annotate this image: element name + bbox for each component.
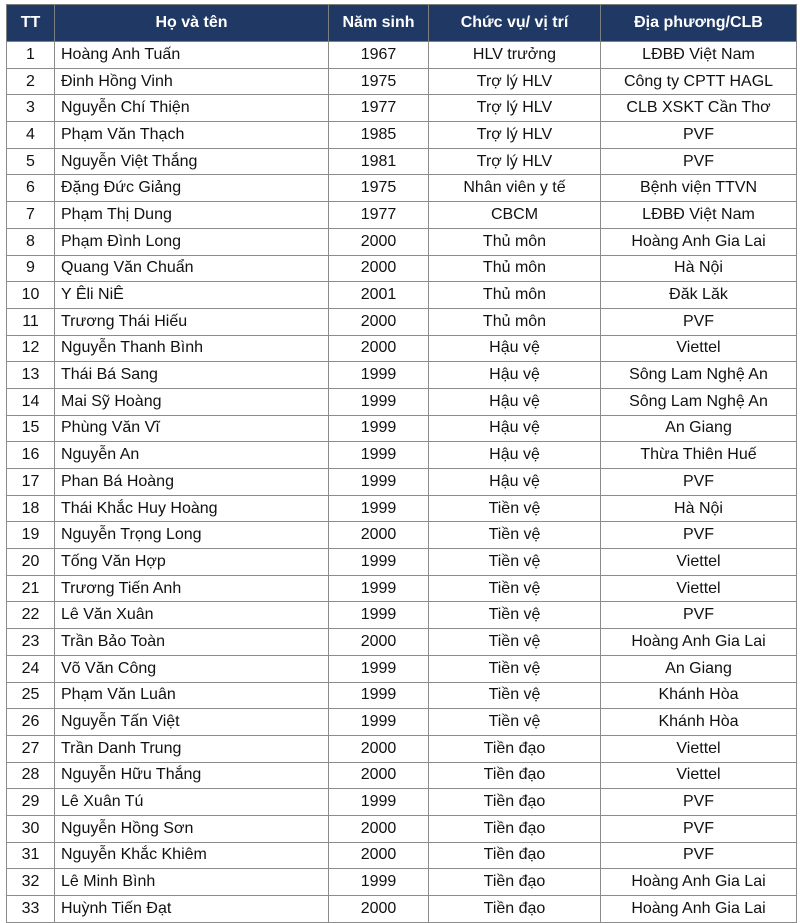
cell-name: Đinh Hồng Vinh	[55, 68, 329, 95]
cell-club: PVF	[601, 602, 797, 629]
cell-club: PVF	[601, 469, 797, 496]
table-row	[7, 522, 797, 549]
cell-club: Hoàng Anh Gia Lai	[601, 228, 797, 255]
cell-tt: 27	[7, 735, 55, 762]
cell-position: Thủ môn	[429, 228, 601, 255]
cell-club: PVF	[601, 148, 797, 175]
cell-birth-year: 1975	[329, 68, 429, 95]
table-row	[7, 602, 797, 629]
cell-club: Khánh Hòa	[601, 682, 797, 709]
cell-name: Nguyễn Khắc Khiêm	[55, 842, 329, 869]
cell-name: Phạm Thị Dung	[55, 202, 329, 229]
cell-birth-year: 1999	[329, 789, 429, 816]
table-row	[7, 228, 797, 255]
cell-birth-year: 1999	[329, 869, 429, 896]
cell-name: Trần Danh Trung	[55, 735, 329, 762]
cell-position: Tiền đạo	[429, 735, 601, 762]
cell-position: Tiền vệ	[429, 495, 601, 522]
cell-tt: 24	[7, 655, 55, 682]
cell-position: Hậu vệ	[429, 442, 601, 469]
cell-tt: 33	[7, 896, 55, 923]
cell-name: Võ Văn Công	[55, 655, 329, 682]
cell-position: Tiền đạo	[429, 789, 601, 816]
cell-tt: 6	[7, 175, 55, 202]
cell-club: PVF	[601, 789, 797, 816]
cell-birth-year: 1999	[329, 575, 429, 602]
table-row	[7, 469, 797, 496]
cell-position: Tiền đạo	[429, 842, 601, 869]
cell-tt: 20	[7, 549, 55, 576]
cell-club: PVF	[601, 522, 797, 549]
table-row	[7, 335, 797, 362]
table-header	[7, 5, 797, 42]
table-row	[7, 42, 797, 69]
roster-table-container	[6, 4, 797, 923]
cell-club: Sông Lam Nghệ An	[601, 388, 797, 415]
cell-birth-year: 2000	[329, 308, 429, 335]
cell-name: Phan Bá Hoàng	[55, 469, 329, 496]
table-row	[7, 308, 797, 335]
cell-position: Trợ lý HLV	[429, 95, 601, 122]
cell-tt: 1	[7, 42, 55, 69]
header-name: Họ và tên	[55, 5, 329, 42]
table-row	[7, 68, 797, 95]
cell-position: Tiền vệ	[429, 575, 601, 602]
cell-name: Nguyễn An	[55, 442, 329, 469]
cell-club: Viettel	[601, 335, 797, 362]
cell-name: Thái Khắc Huy Hoàng	[55, 495, 329, 522]
header-position: Chức vụ/ vị trí	[429, 5, 601, 42]
cell-club: LĐBĐ Việt Nam	[601, 202, 797, 229]
cell-position: Nhân viên y tế	[429, 175, 601, 202]
cell-birth-year: 1977	[329, 202, 429, 229]
table-row	[7, 789, 797, 816]
roster-table	[6, 4, 797, 923]
cell-tt: 5	[7, 148, 55, 175]
cell-club: Viettel	[601, 762, 797, 789]
cell-birth-year: 1999	[329, 655, 429, 682]
cell-tt: 12	[7, 335, 55, 362]
header-tt: TT	[7, 5, 55, 42]
cell-position: Thủ môn	[429, 308, 601, 335]
cell-name: Phạm Văn Luân	[55, 682, 329, 709]
table-row	[7, 709, 797, 736]
table-row	[7, 896, 797, 923]
table-row	[7, 682, 797, 709]
table-row	[7, 442, 797, 469]
cell-club: Đăk Lăk	[601, 282, 797, 309]
header-row	[7, 5, 797, 42]
cell-club: Hoàng Anh Gia Lai	[601, 629, 797, 656]
table-row	[7, 549, 797, 576]
cell-birth-year: 1999	[329, 602, 429, 629]
table-row	[7, 95, 797, 122]
cell-name: Y Êli NiÊ	[55, 282, 329, 309]
cell-birth-year: 2001	[329, 282, 429, 309]
cell-tt: 2	[7, 68, 55, 95]
cell-birth-year: 1999	[329, 442, 429, 469]
cell-birth-year: 1999	[329, 415, 429, 442]
cell-position: Trợ lý HLV	[429, 148, 601, 175]
cell-birth-year: 2000	[329, 255, 429, 282]
cell-birth-year: 1967	[329, 42, 429, 69]
cell-birth-year: 1981	[329, 148, 429, 175]
cell-club: Công ty CPTT HAGL	[601, 68, 797, 95]
cell-tt: 32	[7, 869, 55, 896]
cell-birth-year: 2000	[329, 335, 429, 362]
cell-position: Hậu vệ	[429, 469, 601, 496]
cell-position: Tiền vệ	[429, 709, 601, 736]
cell-birth-year: 2000	[329, 842, 429, 869]
cell-name: Nguyễn Việt Thắng	[55, 148, 329, 175]
cell-position: Tiền vệ	[429, 522, 601, 549]
cell-club: PVF	[601, 842, 797, 869]
table-body	[7, 42, 797, 923]
cell-birth-year: 1985	[329, 122, 429, 149]
table-row	[7, 175, 797, 202]
cell-tt: 28	[7, 762, 55, 789]
cell-tt: 4	[7, 122, 55, 149]
cell-club: Khánh Hòa	[601, 709, 797, 736]
cell-position: CBCM	[429, 202, 601, 229]
table-row	[7, 495, 797, 522]
table-row	[7, 869, 797, 896]
table-row	[7, 575, 797, 602]
cell-name: Lê Minh Bình	[55, 869, 329, 896]
cell-position: Tiền đạo	[429, 896, 601, 923]
cell-tt: 14	[7, 388, 55, 415]
cell-tt: 15	[7, 415, 55, 442]
cell-club: PVF	[601, 815, 797, 842]
cell-tt: 16	[7, 442, 55, 469]
cell-tt: 11	[7, 308, 55, 335]
cell-name: Nguyễn Hồng Sơn	[55, 815, 329, 842]
header-club: Địa phương/CLB	[601, 5, 797, 42]
cell-name: Huỳnh Tiến Đạt	[55, 896, 329, 923]
cell-club: Thừa Thiên Huế	[601, 442, 797, 469]
cell-birth-year: 1999	[329, 362, 429, 389]
cell-tt: 8	[7, 228, 55, 255]
cell-position: Hậu vệ	[429, 335, 601, 362]
cell-tt: 29	[7, 789, 55, 816]
cell-position: Tiền vệ	[429, 629, 601, 656]
cell-position: Hậu vệ	[429, 362, 601, 389]
table-row	[7, 735, 797, 762]
table-row	[7, 202, 797, 229]
cell-club: CLB XSKT Cần Thơ	[601, 95, 797, 122]
cell-name: Thái Bá Sang	[55, 362, 329, 389]
cell-birth-year: 1975	[329, 175, 429, 202]
cell-position: Tiền vệ	[429, 682, 601, 709]
cell-name: Nguyễn Tấn Việt	[55, 709, 329, 736]
table-row	[7, 842, 797, 869]
cell-birth-year: 1999	[329, 709, 429, 736]
table-row	[7, 255, 797, 282]
cell-birth-year: 2000	[329, 629, 429, 656]
cell-name: Mai Sỹ Hoàng	[55, 388, 329, 415]
cell-position: Tiền vệ	[429, 549, 601, 576]
cell-club: Viettel	[601, 549, 797, 576]
cell-club: Viettel	[601, 735, 797, 762]
cell-position: Tiền đạo	[429, 869, 601, 896]
cell-club: Hà Nội	[601, 255, 797, 282]
cell-tt: 7	[7, 202, 55, 229]
cell-name: Quang Văn Chuẩn	[55, 255, 329, 282]
cell-club: An Giang	[601, 415, 797, 442]
cell-tt: 31	[7, 842, 55, 869]
cell-name: Trần Bảo Toàn	[55, 629, 329, 656]
cell-name: Nguyễn Thanh Bình	[55, 335, 329, 362]
cell-name: Nguyễn Trọng Long	[55, 522, 329, 549]
cell-birth-year: 1999	[329, 388, 429, 415]
cell-tt: 19	[7, 522, 55, 549]
cell-tt: 22	[7, 602, 55, 629]
cell-name: Lê Xuân Tú	[55, 789, 329, 816]
cell-club: Sông Lam Nghệ An	[601, 362, 797, 389]
cell-tt: 30	[7, 815, 55, 842]
cell-tt: 18	[7, 495, 55, 522]
cell-position: Hậu vệ	[429, 388, 601, 415]
cell-name: Trương Thái Hiếu	[55, 308, 329, 335]
table-row	[7, 122, 797, 149]
table-row	[7, 629, 797, 656]
cell-name: Hoàng Anh Tuấn	[55, 42, 329, 69]
table-row	[7, 655, 797, 682]
cell-birth-year: 1999	[329, 469, 429, 496]
cell-position: Tiền vệ	[429, 655, 601, 682]
cell-position: Thủ môn	[429, 282, 601, 309]
cell-position: Hậu vệ	[429, 415, 601, 442]
cell-club: An Giang	[601, 655, 797, 682]
table-row	[7, 815, 797, 842]
cell-position: Thủ môn	[429, 255, 601, 282]
cell-birth-year: 2000	[329, 896, 429, 923]
cell-position: HLV trưởng	[429, 42, 601, 69]
cell-birth-year: 2000	[329, 762, 429, 789]
cell-tt: 9	[7, 255, 55, 282]
cell-tt: 21	[7, 575, 55, 602]
cell-tt: 10	[7, 282, 55, 309]
cell-tt: 26	[7, 709, 55, 736]
cell-birth-year: 2000	[329, 228, 429, 255]
cell-name: Trương Tiến Anh	[55, 575, 329, 602]
cell-position: Trợ lý HLV	[429, 68, 601, 95]
cell-club: PVF	[601, 122, 797, 149]
cell-name: Lê Văn Xuân	[55, 602, 329, 629]
table-row	[7, 415, 797, 442]
cell-birth-year: 2000	[329, 735, 429, 762]
cell-name: Phùng Văn Vĩ	[55, 415, 329, 442]
table-row	[7, 362, 797, 389]
cell-birth-year: 2000	[329, 815, 429, 842]
cell-name: Đặng Đức Giảng	[55, 175, 329, 202]
header-birth-year: Năm sinh	[329, 5, 429, 42]
cell-position: Tiền vệ	[429, 602, 601, 629]
table-row	[7, 388, 797, 415]
cell-club: Hoàng Anh Gia Lai	[601, 869, 797, 896]
cell-tt: 25	[7, 682, 55, 709]
cell-club: LĐBĐ Việt Nam	[601, 42, 797, 69]
cell-name: Nguyễn Hữu Thắng	[55, 762, 329, 789]
cell-name: Phạm Đình Long	[55, 228, 329, 255]
table-row	[7, 148, 797, 175]
cell-position: Tiền đạo	[429, 815, 601, 842]
cell-birth-year: 2000	[329, 522, 429, 549]
table-row	[7, 762, 797, 789]
cell-tt: 13	[7, 362, 55, 389]
table-row	[7, 282, 797, 309]
cell-birth-year: 1977	[329, 95, 429, 122]
cell-tt: 17	[7, 469, 55, 496]
cell-birth-year: 1999	[329, 549, 429, 576]
cell-name: Nguyễn Chí Thiện	[55, 95, 329, 122]
cell-name: Tống Văn Hợp	[55, 549, 329, 576]
cell-birth-year: 1999	[329, 682, 429, 709]
cell-tt: 23	[7, 629, 55, 656]
cell-name: Phạm Văn Thạch	[55, 122, 329, 149]
cell-club: Hà Nội	[601, 495, 797, 522]
cell-club: PVF	[601, 308, 797, 335]
cell-club: Hoàng Anh Gia Lai	[601, 896, 797, 923]
cell-position: Trợ lý HLV	[429, 122, 601, 149]
cell-position: Tiền đạo	[429, 762, 601, 789]
cell-tt: 3	[7, 95, 55, 122]
cell-birth-year: 1999	[329, 495, 429, 522]
cell-club: Viettel	[601, 575, 797, 602]
cell-club: Bệnh viện TTVN	[601, 175, 797, 202]
